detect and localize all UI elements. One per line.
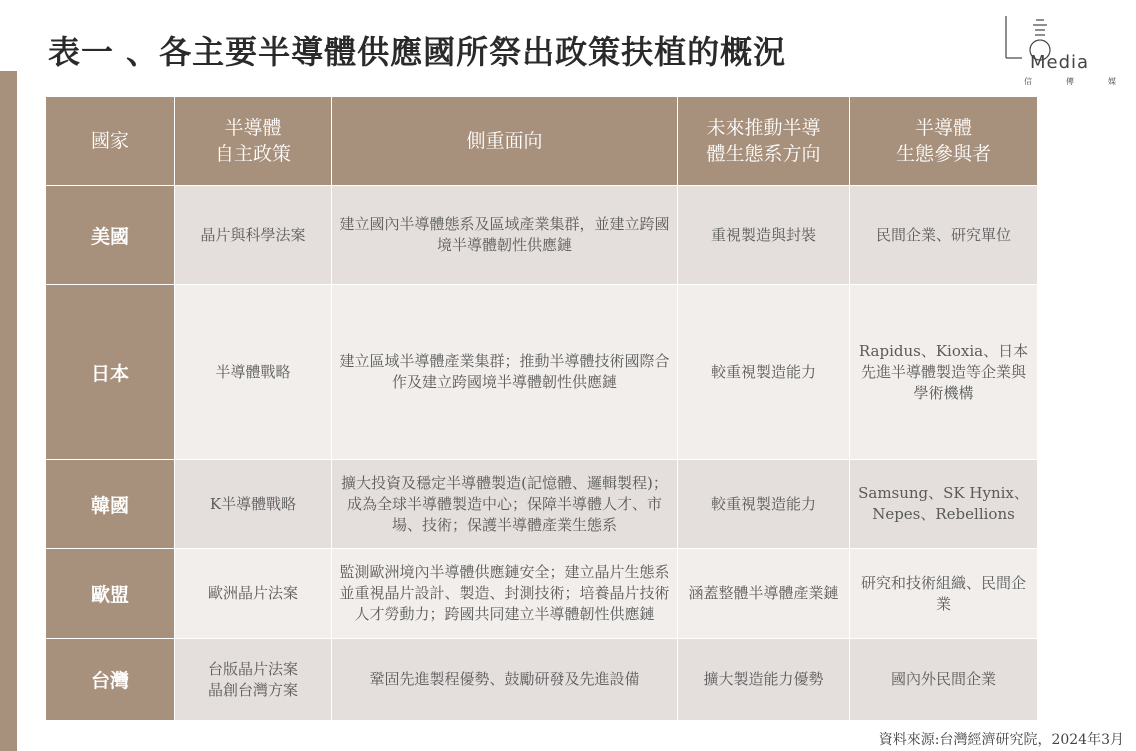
cell-country: 韓國: [46, 460, 175, 549]
cell-direction: 重視製造與封裝: [678, 186, 850, 285]
header-focus: 側重面向: [332, 97, 678, 186]
cell-focus: 建立區域半導體產業集群；推動半導體技術國際合作及建立跨國境半導體韌性供應鏈: [332, 285, 678, 460]
media-logo: [1000, 16, 1120, 86]
cell-country: 美國: [46, 186, 175, 285]
cell-participants: 民間企業、研究單位: [850, 186, 1038, 285]
table-row-japan: [46, 285, 1038, 460]
cell-direction: 擴大製造能力優勢: [678, 639, 850, 721]
cell-policy: K半導體戰略: [175, 460, 332, 549]
cell-direction: 較重視製造能力: [678, 460, 850, 549]
policy-table: [45, 96, 1038, 721]
cell-policy: 半導體戰略: [175, 285, 332, 460]
page-title: 表一 、各主要半導體供應國所祭出政策扶植的概況: [48, 33, 787, 71]
cell-focus: 監測歐洲境內半導體供應鏈安全；建立晶片生態系並重視晶片設計、製造、封測技術；培養晶片技術人才勞動力；跨國共同建立半導體韌性供應鏈: [332, 549, 678, 639]
table-row-usa: [46, 186, 1038, 285]
cell-country: 日本: [46, 285, 175, 460]
cell-participants: 國內外民間企業: [850, 639, 1038, 721]
cell-direction: 涵蓋整體半導體產業鏈: [678, 549, 850, 639]
table-header-row: [46, 97, 1038, 186]
cell-policy: 歐洲晶片法案: [175, 549, 332, 639]
cell-country: 台灣: [46, 639, 175, 721]
table-row-eu: [46, 549, 1038, 639]
logo-sub-char: 信: [1024, 77, 1032, 86]
header-participants: 半導體 生態參與者: [850, 97, 1038, 186]
logo-sub-char: 媒: [1108, 77, 1116, 86]
cell-participants: 研究和技術組織、民間企業: [850, 549, 1038, 639]
cell-focus: 擴大投資及穩定半導體製造(記憶體、邏輯製程)；成為全球半導體製造中心；保障半導體人才、市場、技術；保護半導體產業生態系: [332, 460, 678, 549]
header-policy: 半導體 自主政策: [175, 97, 332, 186]
cell-focus: 鞏固先進製程優勢、鼓勵研發及先進設備: [332, 639, 678, 721]
header-direction: 未來推動半導 體生態系方向: [678, 97, 850, 186]
logo-sub-char: 傳: [1066, 77, 1074, 86]
cell-country: 歐盟: [46, 549, 175, 639]
table-row-taiwan: [46, 639, 1038, 721]
left-accent-bar: [0, 71, 17, 751]
cell-participants: Rapidus、Kioxia、日本先進半導體製造等企業與學術機構: [850, 285, 1038, 460]
table-row-korea: [46, 460, 1038, 549]
cell-policy: 台版晶片法案 晶創台灣方案: [175, 639, 332, 721]
logo-word: Media: [1030, 52, 1090, 73]
header-country: 國家: [46, 97, 175, 186]
cell-policy: 晶片與科學法案: [175, 186, 332, 285]
source-note: 資料來源:台灣經濟研究院，2024年3月: [878, 732, 1124, 748]
logo-subtitle: [1024, 76, 1116, 87]
cell-focus: 建立國內半導體態系及區域產業集群，並建立跨國境半導體韌性供應鏈: [332, 186, 678, 285]
cell-participants: Samsung、SK Hynix、Nepes、Rebellions: [850, 460, 1038, 549]
cell-direction: 較重視製造能力: [678, 285, 850, 460]
